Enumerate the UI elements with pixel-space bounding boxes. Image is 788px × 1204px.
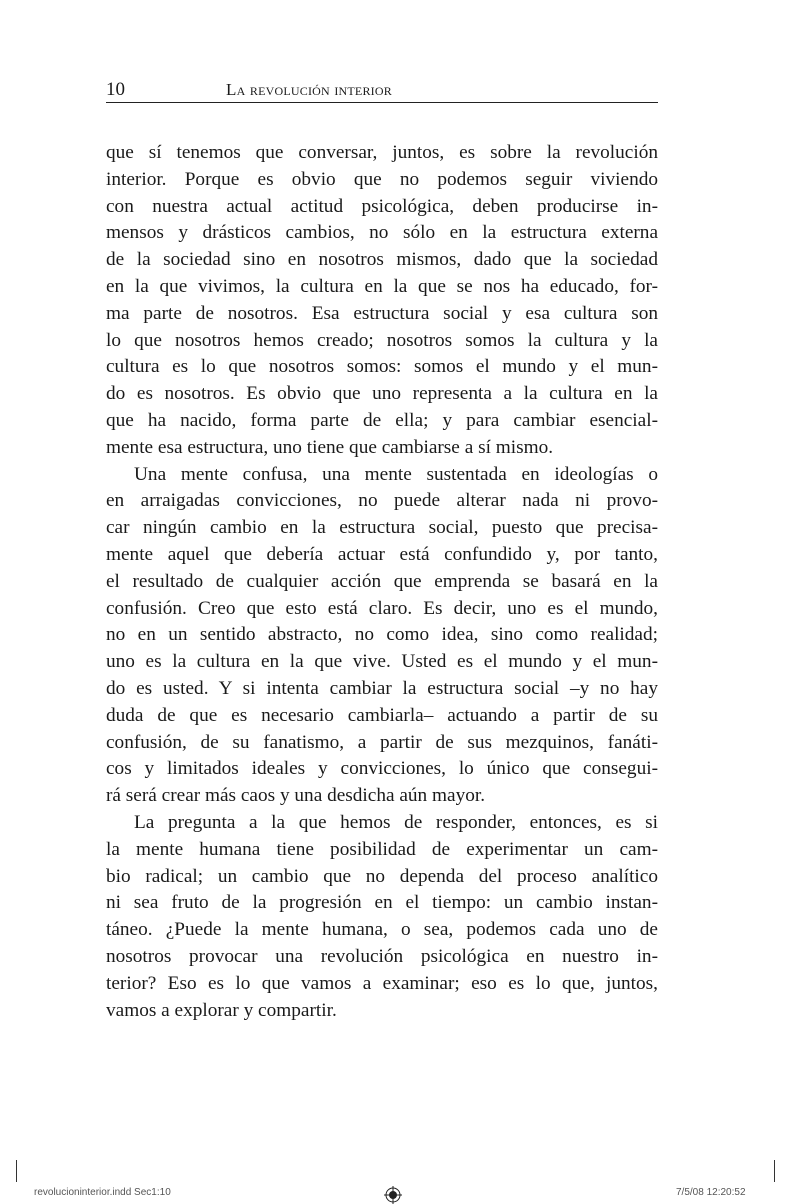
text-line: el resultado de cualquier acción que emprenda se basará en la [106, 570, 658, 592]
text-line: La pregunta a la que hemos de responder, entonces, es si [134, 811, 658, 833]
text-line: mensos y drásticos cambios, no sólo en la estructura externa [106, 222, 658, 244]
text-line: vamos a explorar y compartir. [106, 999, 337, 1021]
text-line: no en un sentido abstracto, no como idea, sino como realidad; [106, 624, 658, 646]
running-header [106, 78, 658, 103]
text-line: duda de que es necesario cambiarla– actuando a partir de su [106, 704, 658, 726]
text-line: cos y limitados ideales y convicciones, lo único que consegui- [106, 758, 658, 780]
running-title: La revolución interior [226, 80, 392, 99]
text-line: que ha nacido, forma parte de ella; y para cambiar esencial- [106, 409, 658, 431]
text-line: terior? Eso es lo que vamos a examinar; eso es lo que, juntos, [106, 972, 658, 994]
paragraph [106, 810, 658, 1024]
text-line: mente aquel que debería actuar está confundido y, por tanto, [106, 543, 658, 565]
text-line: la mente humana tiene posibilidad de experimentar un cam- [106, 838, 658, 860]
crop-mark-left [16, 1160, 17, 1182]
text-line: de la sociedad sino en nosotros mismos, dado que la sociedad [106, 249, 658, 271]
text-line: bio radical; un cambio que no dependa del proceso analítico [106, 865, 658, 887]
text-line: do es usted. Y si intenta cambiar la estructura social –y no hay [106, 677, 658, 699]
text-line: confusión. Creo que esto está claro. Es decir, uno es el mundo, [106, 597, 658, 619]
text-line: mente esa estructura, uno tiene que cambiarse a sí mismo. [106, 436, 554, 458]
text-line: táneo. ¿Puede la mente humana, o sea, podemos cada uno de [106, 919, 658, 941]
text-line: en la que vivimos, la cultura en la que se nos ha educado, for- [106, 275, 658, 297]
text-line: que sí tenemos que conversar, juntos, es sobre la revolución [106, 142, 658, 163]
paragraph [106, 462, 658, 810]
page-number: 10 [106, 79, 125, 100]
text-line: uno es la cultura en la que vive. Usted es el mundo y el mun- [106, 651, 658, 673]
text-line: en arraigadas convicciones, no puede alterar nada ni provo- [106, 490, 658, 512]
text-line: do es nosotros. Es obvio que uno representa a la cultura en la [106, 383, 658, 405]
text-line: cultura es lo que nosotros somos: somos el mundo y el mun- [106, 356, 658, 378]
registration-mark-icon [384, 1186, 402, 1204]
text-line: ma parte de nosotros. Esa estructura social y esa cultura son [106, 302, 658, 324]
text-line: interior. Porque es obvio que no podemos seguir viviendo [106, 168, 658, 190]
date-slug: 7/5/08 12:20:52 [676, 1187, 746, 1198]
text-line: ni sea fruto de la progresión en el tiempo: un cambio instan- [106, 892, 658, 914]
text-line: car ningún cambio en la estructura social, puesto que precisa- [106, 517, 658, 539]
text-line: Una mente confusa, una mente sustentada en ideologías o [134, 463, 658, 485]
text-line: rá será crear más caos y una desdicha aún mayor. [106, 785, 486, 807]
text-line: con nuestra actual actitud psicológica, deben producirse in- [106, 195, 658, 217]
file-slug: revolucioninterior.indd Sec1:10 [34, 1187, 171, 1198]
text-line: confusión, de su fanatismo, a partir de sus mezquinos, fanáti- [106, 731, 658, 753]
paragraph [106, 140, 658, 462]
text-line: nosotros provocar una revolución psicológica en nuestro in- [106, 945, 658, 967]
text-line: lo que nosotros hemos creado; nosotros somos la cultura y la [106, 329, 658, 351]
body-text [106, 140, 658, 1024]
crop-mark-right [774, 1160, 775, 1182]
